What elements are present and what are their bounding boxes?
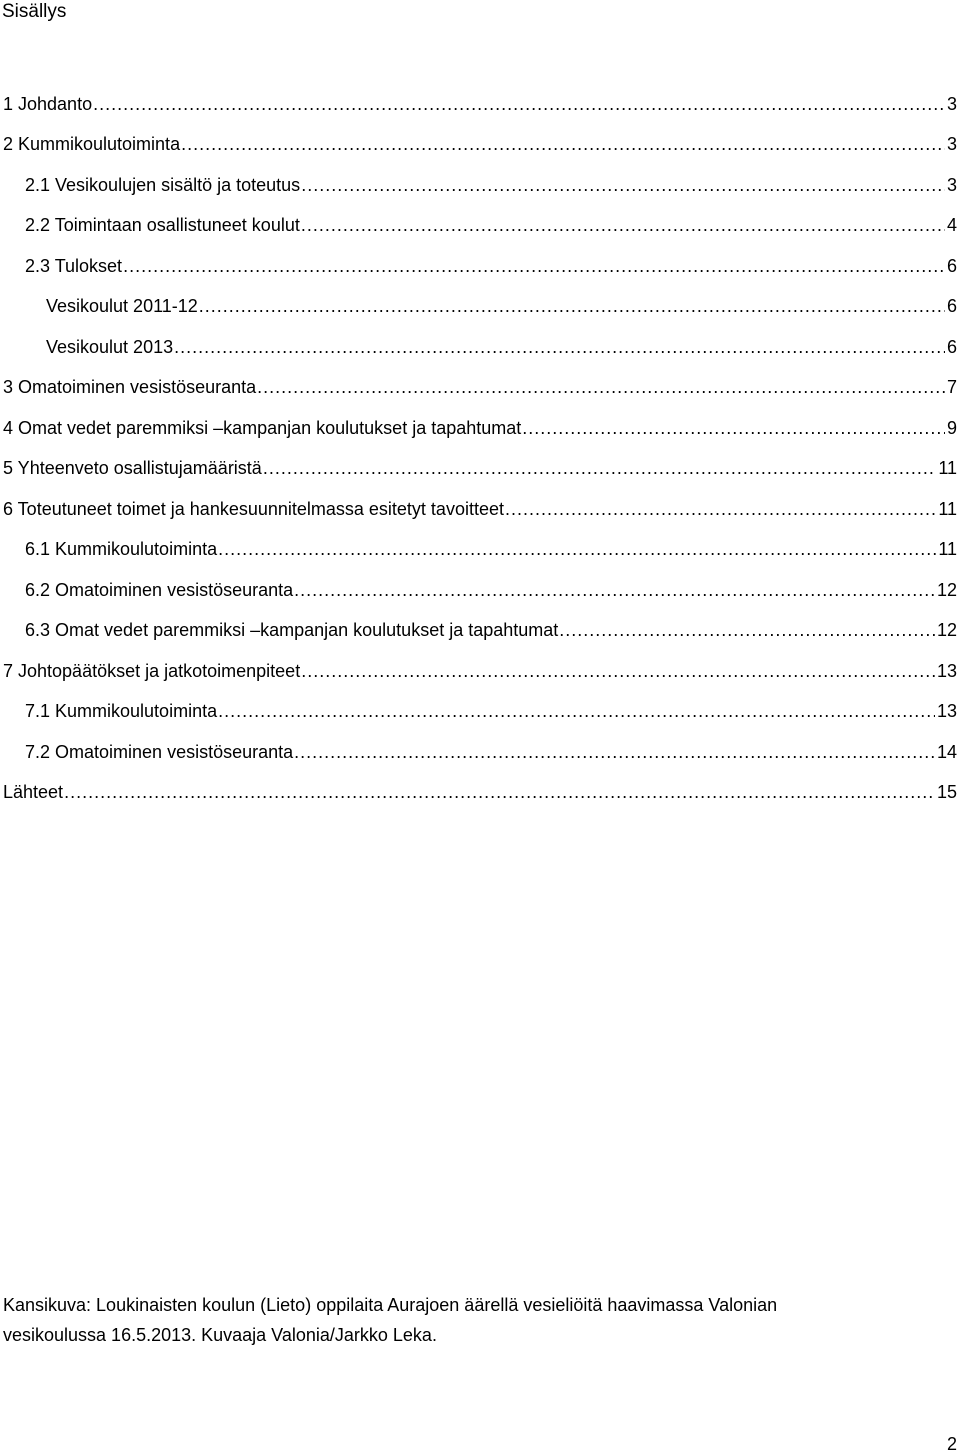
toc-entry-page: 9 [946,418,957,438]
toc-entry-label: 2.3 Tulokset [25,256,123,276]
toc-entry-label: 7.2 Omatoiminen vesistöseuranta [25,742,294,762]
toc-entry-page: 11 [938,539,957,559]
dot-leader [301,661,935,683]
dot-leader [218,539,936,561]
toc-entry-label: Vesikoulut 2013 [46,337,174,357]
dot-leader [294,742,935,764]
toc-entry-label: 6.3 Omat vedet paremmiksi –kampanjan koulutukset ja tapahtumat [25,620,559,640]
toc-entry-page: 12 [936,580,957,600]
toc-entry[interactable] [25,616,957,642]
toc-entry[interactable] [3,454,957,480]
toc-entry[interactable] [46,333,957,359]
toc-entry-page: 13 [936,661,957,681]
toc-entry[interactable] [3,90,957,116]
toc-entry-label: 2 Kummikoulutoiminta [3,134,181,154]
toc-entry-page: 7 [946,377,957,397]
toc-entry[interactable] [3,495,957,521]
dot-leader [218,701,935,723]
toc-entry-label: 7.1 Kummikoulutoiminta [25,701,218,721]
dot-leader [174,337,945,359]
dot-leader [522,418,945,440]
page-number: 2 [946,1434,957,1454]
toc-entry-page: 11 [938,458,957,478]
toc-entry-page: 6 [946,256,957,276]
toc-entry-label: 6 Toteutuneet toimet ja hankesuunnitelmassa esitetyt tavoitteet [3,499,504,519]
toc-entry-label: 3 Omatoiminen vesistöseuranta [3,377,257,397]
dot-leader [301,215,945,237]
toc-entry[interactable] [25,211,957,237]
toc-entry-page: 15 [936,782,957,802]
toc-entry-page: 14 [936,742,957,762]
toc-entry-page: 3 [946,94,957,114]
toc-entry-label: 6.1 Kummikoulutoiminta [25,539,218,559]
toc-entry[interactable] [25,252,957,278]
toc-entry-label: Lähteet [3,782,64,802]
dot-leader [64,782,935,804]
dot-leader [294,580,935,602]
toc-entry-label: 1 Johdanto [3,94,93,114]
toc-entry-page: 6 [946,296,957,316]
toc-entry[interactable] [3,778,957,804]
toc-entry-page: 3 [946,134,957,154]
dot-leader [263,458,936,480]
toc-entry-label: 7 Johtopäätökset ja jatkotoimenpiteet [3,661,301,681]
dot-leader [199,296,945,318]
toc-entry-label: 5 Yhteenveto osallistujamääristä [3,458,262,478]
cover-photo-caption [3,1290,903,1350]
dot-leader [301,175,945,197]
dot-leader [257,377,945,399]
toc-entry-label: Vesikoulut 2011-12 [46,296,198,316]
dot-leader [505,499,936,521]
toc-entry[interactable] [3,657,957,683]
dot-leader [181,134,945,156]
toc-entry[interactable] [3,373,957,399]
toc-entry-label: 2.2 Toimintaan osallistuneet koulut [25,215,300,235]
dot-leader [559,620,935,642]
toc-entry-page: 11 [938,499,957,519]
toc-heading: Sisällys [2,1,67,22]
toc-entry[interactable] [3,130,957,156]
caption-line: vesikoulussa 16.5.2013. Kuvaaja Valonia/Jarkko Leka. [3,1325,437,1345]
toc-entry[interactable] [25,738,957,764]
toc-entry-page: 13 [936,701,957,721]
toc-entry-label: 2.1 Vesikoulujen sisältö ja toteutus [25,175,301,195]
toc-entry-label: 4 Omat vedet paremmiksi –kampanjan koulutukset ja tapahtumat [3,418,522,438]
toc-entry-page: 3 [946,175,957,195]
toc-entry[interactable] [25,171,957,197]
dot-leader [93,94,945,116]
toc-entry[interactable] [46,292,957,318]
toc-entry[interactable] [25,576,957,602]
toc-entry[interactable] [25,697,957,723]
caption-line: Kansikuva: Loukinaisten koulun (Lieto) oppilaita Aurajoen äärellä vesieliöitä haavimassa Valonian [3,1295,778,1315]
dot-leader [123,256,945,278]
toc-entry-page: 12 [936,620,957,640]
toc-entry-page: 6 [946,337,957,357]
toc-entry-label: 6.2 Omatoiminen vesistöseuranta [25,580,294,600]
toc-entry[interactable] [25,535,957,561]
toc-entry-page: 4 [946,215,957,235]
toc-entry[interactable] [3,414,957,440]
